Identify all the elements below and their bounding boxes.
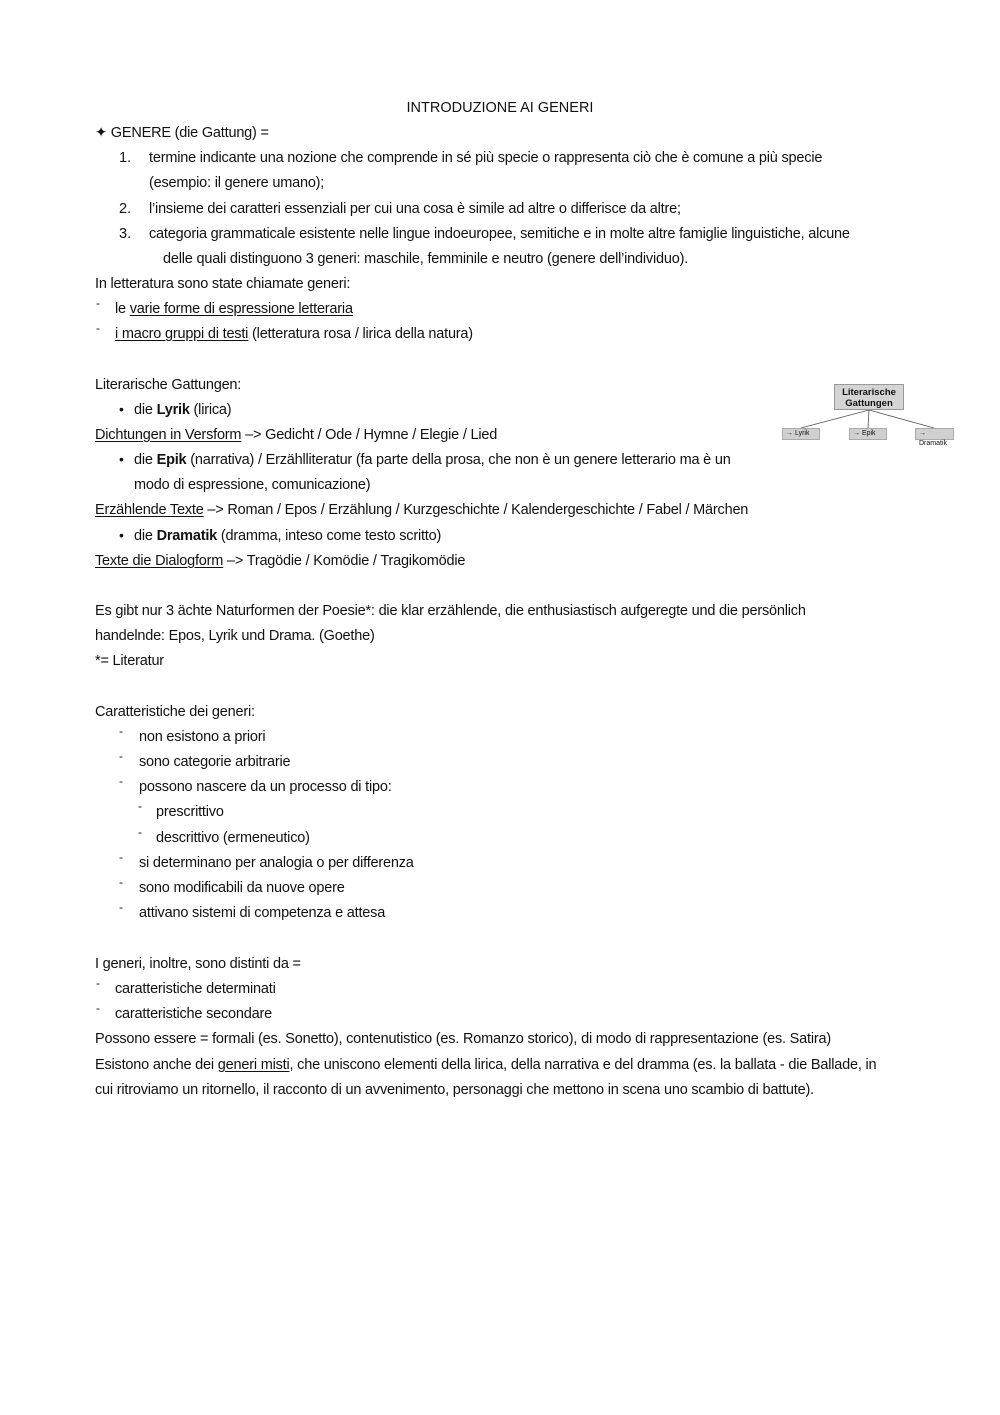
bullet-dot: • xyxy=(119,401,124,417)
definition-text: termine indicante una nozione che comprende in sé più specie o rappresenta ciò che è comune a più specie xyxy=(149,150,823,166)
diagram-root-node: Literarische Gattungen xyxy=(834,384,904,410)
bullet-dot: • xyxy=(119,527,124,543)
misti-line-2: cui ritroviamo un ritornello, il racconto di un avvenimento, personaggi che mettono in scena uno scambio di battute). xyxy=(95,1082,814,1098)
epik-line-2: modo di espressione, comunicazione) xyxy=(134,477,371,493)
dash-bullet: - xyxy=(119,900,123,914)
dash-bullet: - xyxy=(119,724,123,738)
list-item: caratteristiche determinati xyxy=(115,981,276,997)
item-text: (letteratura rosa / lirica della natura) xyxy=(248,326,473,342)
dash-bullet: - xyxy=(119,850,123,864)
definition-text: categoria grammaticale esistente nelle lingue indoeuropee, semitiche e in molte altre famiglie linguistiche, alcune xyxy=(149,226,850,242)
list-item xyxy=(115,322,473,347)
diagram-node-dramatik: → Dramatik xyxy=(915,428,954,440)
dash-bullet: - xyxy=(138,799,142,813)
goethe-quote: Es gibt nur 3 ächte Naturformen der Poesie*: die klar erzählende, die enthusiastisch aufgeregte und die persönlich xyxy=(95,603,806,619)
dash-bullet: - xyxy=(119,875,123,889)
gattungen-diagram xyxy=(782,384,954,447)
lyrik-forms: Dichtungen in Versform –> Gedicht / Ode / Hymne / Elegie / Lied xyxy=(95,427,498,443)
gattungen-header: Literarische Gattungen: xyxy=(95,377,242,393)
dash-bullet: - xyxy=(119,749,123,763)
sub-list-item: prescrittivo xyxy=(156,804,224,820)
list-item: caratteristiche secondare xyxy=(115,1006,272,1022)
list-item: sono categorie arbitrarie xyxy=(139,754,291,770)
page-title: INTRODUZIONE AI GENERI xyxy=(406,100,594,116)
bullet-dot: • xyxy=(119,451,124,467)
diagram-node-epik: → Epik xyxy=(849,428,887,440)
possono-line: Possono essere = formali (es. Sonetto), contenutistico (es. Romanzo storico), di modo di rappresentazione (es. Satira) xyxy=(95,1031,831,1047)
epik-term: Epik xyxy=(156,452,187,468)
epik-forms: Erzählende Texte –> Roman / Epos / Erzählung / Kurzgeschichte / Kalendergeschichte / Fabel / Märchen xyxy=(95,502,749,518)
dramatik-forms: Texte die Dialogform –> Tragödie / Komödie / Tragikomödie xyxy=(95,553,466,569)
dash-bullet: - xyxy=(119,774,123,788)
letteratura-intro: In letteratura sono state chiamate generi: xyxy=(95,276,351,292)
misti-line: Esistono anche dei generi misti, che uniscono elementi della lirica, della narrativa e del dramma (es. la ballata - die Ballade, in xyxy=(95,1057,877,1073)
dash-bullet: - xyxy=(96,296,100,310)
diagram-node-lyrik: → Lyrik xyxy=(782,428,820,440)
definition-text: (esempio: il genere umano); xyxy=(149,175,325,191)
misti-underlined: generi misti xyxy=(217,1057,290,1073)
dramatik-term: Dramatik xyxy=(156,528,218,544)
goethe-note: *= Literatur xyxy=(95,653,164,669)
lyrik-term: Lyrik xyxy=(156,402,190,418)
caratteristiche-header: Caratteristiche dei generi: xyxy=(95,704,255,720)
list-item: possono nascere da un processo di tipo: xyxy=(139,779,392,795)
list-item: sono modificabili da nuove opere xyxy=(139,880,345,896)
item-text: le xyxy=(115,301,130,317)
list-item: non esistono a priori xyxy=(139,729,266,745)
dramatik-line: die Dramatik (dramma, inteso come testo scritto) xyxy=(134,528,442,544)
goethe-quote: handelnde: Epos, Lyrik und Drama. (Goethe) xyxy=(95,628,375,644)
epik-line: die Epik (narrativa) / Erzählliteratur (fa parte della prosa, che non è un genere letterario ma è un xyxy=(134,452,731,468)
item-underlined: varie forme di espressione letteraria xyxy=(129,301,353,317)
dash-bullet: - xyxy=(96,976,100,990)
definition-text: delle quali distinguono 3 generi: maschile, femminile e neutro (genere dell’individuo). xyxy=(163,251,689,267)
list-item: si determinano per analogia o per differenza xyxy=(139,855,414,871)
list-item xyxy=(115,297,353,322)
dash-bullet: - xyxy=(138,825,142,839)
item-underlined: i macro gruppi di testi xyxy=(115,326,249,342)
definition-number: 3. xyxy=(119,226,132,242)
definition-text: l’insieme dei caratteri essenziali per cui una cosa è simile ad altre o differisce da altre; xyxy=(149,201,681,217)
list-item: attivano sistemi di competenza e attesa xyxy=(139,905,386,921)
definition-number: 2. xyxy=(119,201,132,217)
dash-bullet: - xyxy=(96,321,100,335)
genere-header: ✦ GENERE (die Gattung) = xyxy=(95,125,269,141)
dash-bullet: - xyxy=(96,1001,100,1015)
definition-number: 1. xyxy=(119,150,132,166)
distinti-header: I generi, inoltre, sono distinti da = xyxy=(95,956,301,972)
lyrik-line: die Lyrik (lirica) xyxy=(134,402,232,418)
sub-list-item: descrittivo (ermeneutico) xyxy=(156,830,310,846)
